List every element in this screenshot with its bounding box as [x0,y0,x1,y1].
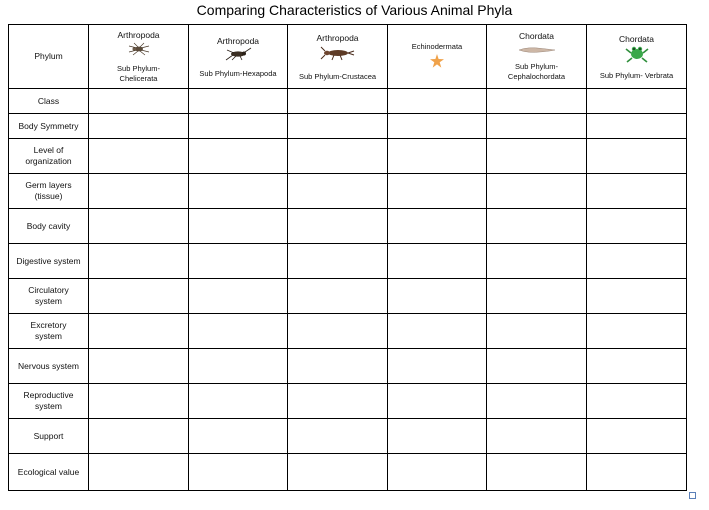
table-row [9,244,687,279]
table-cell[interactable] [89,244,189,279]
row-label-germ-layers: Germ layers (tissue) [9,174,89,209]
subphylum-name: Sub Phylum- Cephalochordata [507,62,566,81]
table-cell[interactable] [288,139,388,174]
column-header [189,25,288,89]
table-row [9,454,687,491]
table-cell[interactable] [487,349,587,384]
row-label-body-symmetry: Body Symmetry [9,114,89,139]
table-cell[interactable] [487,419,587,454]
table-cell[interactable] [587,314,687,349]
frog-icon [587,45,686,66]
table-cell[interactable] [288,349,388,384]
row-label-support: Support [9,419,89,454]
table-row [9,349,687,384]
subphylum-name: Sub Phylum-Crustacea [298,72,377,81]
spider-icon [89,42,188,59]
table-cell[interactable] [388,419,487,454]
table-cell[interactable] [189,279,288,314]
table-cell[interactable] [587,89,687,114]
table-cell[interactable] [388,384,487,419]
table-cell[interactable] [288,209,388,244]
header-row [9,25,687,89]
table-cell[interactable] [189,419,288,454]
table-cell[interactable] [189,89,288,114]
table-row [9,174,687,209]
table-cell[interactable] [189,139,288,174]
table-cell[interactable] [288,279,388,314]
table-cell[interactable] [587,114,687,139]
table-cell[interactable] [487,174,587,209]
phylum-header-label: Phylum [9,25,89,89]
table-row [9,114,687,139]
column-header [388,25,487,89]
table-cell[interactable] [189,114,288,139]
cricket-icon [189,47,287,64]
table-row [9,279,687,314]
table-cell[interactable] [388,89,487,114]
table-cell[interactable] [587,384,687,419]
table-row [9,89,687,114]
crayfish-icon [288,45,387,64]
table-cell[interactable] [288,174,388,209]
table-cell[interactable] [288,244,388,279]
comparison-table [8,24,687,491]
phylum-name: Arthropoda [117,30,160,40]
row-label-body-cavity: Body cavity [9,209,89,244]
phylum-name: Echinodermata [411,42,463,51]
row-label-class: Class [9,89,89,114]
table-row [9,139,687,174]
table-cell[interactable] [189,454,288,491]
table-cell[interactable] [288,454,388,491]
table-cell[interactable] [388,454,487,491]
row-label-ecological-value: Ecological value [9,454,89,491]
page-title: Comparing Characteristics of Various Animal Phyla [196,2,513,18]
table-row [9,209,687,244]
table-cell[interactable] [487,314,587,349]
table-cell[interactable] [89,454,189,491]
row-label-circulatory-system: Circulatory system [9,279,89,314]
subphylum-name: Sub Phylum- Chelicerata [117,64,160,83]
lancelet-icon [487,46,586,57]
table-cell[interactable] [487,454,587,491]
column-header [487,25,587,89]
table-cell[interactable] [89,419,189,454]
table-cell[interactable] [89,384,189,419]
table-cell[interactable] [587,139,687,174]
subphylum-name: Sub Phylum- Verbrata [599,71,674,80]
table-cell[interactable] [487,279,587,314]
table-cell[interactable] [388,209,487,244]
row-label-nervous-system: Nervous system [9,349,89,384]
table-cell[interactable] [89,174,189,209]
table-cell[interactable] [487,244,587,279]
table-cell[interactable] [587,279,687,314]
table-cell[interactable] [587,244,687,279]
table-cell[interactable] [587,209,687,244]
table-cell[interactable] [388,314,487,349]
table-cell[interactable] [189,174,288,209]
table-cell[interactable] [189,209,288,244]
table-cell[interactable] [189,349,288,384]
row-label-level-of-organization: Level of organization [9,139,89,174]
column-header [587,25,687,89]
subphylum-name: Sub Phylum-Hexapoda [199,69,277,78]
table-cell[interactable] [587,419,687,454]
table-cell[interactable] [89,314,189,349]
table-cell[interactable] [288,89,388,114]
phylum-name: Chordata [519,31,554,41]
row-label-reproductive-system: Reproductive system [9,384,89,419]
table-cell[interactable] [288,114,388,139]
table-cell[interactable] [388,114,487,139]
table-cell[interactable] [288,314,388,349]
table-cell[interactable] [587,349,687,384]
table-row [9,419,687,454]
table-cell[interactable] [388,174,487,209]
column-header [288,25,388,89]
table-cell[interactable] [89,89,189,114]
table-cell[interactable] [189,314,288,349]
phylum-name: Arthropoda [216,36,260,46]
table-cell[interactable] [587,454,687,491]
table-cell[interactable] [587,174,687,209]
table-cell[interactable] [487,114,587,139]
phylum-name: Chordata [619,34,654,44]
row-label-excretory-system: Excretory system [9,314,89,349]
table-cell[interactable] [487,139,587,174]
phylum-name: Arthropoda [316,33,359,43]
table-cell[interactable] [487,209,587,244]
table-row [9,314,687,349]
table-cell[interactable] [487,384,587,419]
table-cell[interactable] [189,244,288,279]
table-row [9,384,687,419]
table-cell[interactable] [388,279,487,314]
table-cell[interactable] [189,384,288,419]
row-label-digestive-system: Digestive system [9,244,89,279]
table-cell[interactable] [89,139,189,174]
table-cell[interactable] [388,244,487,279]
table-cell[interactable] [388,139,487,174]
table-cell[interactable] [388,349,487,384]
column-header [89,25,189,89]
table-cell[interactable] [487,89,587,114]
table-cell[interactable] [288,419,388,454]
table-resize-handle[interactable] [689,492,696,499]
table-cell[interactable] [89,209,189,244]
starfish-icon [388,53,486,72]
table-cell[interactable] [89,114,189,139]
table-cell[interactable] [89,279,189,314]
table-cell[interactable] [89,349,189,384]
table-cell[interactable] [288,384,388,419]
